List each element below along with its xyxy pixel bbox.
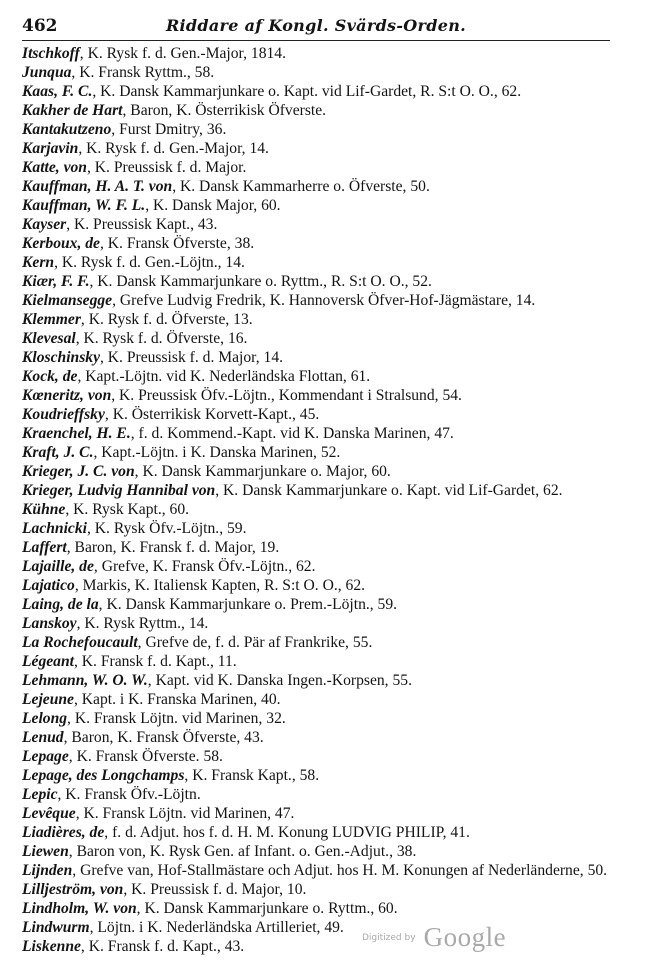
entry-description: K. Dansk Kammarjunkare o. Ryttm., 60. — [144, 900, 398, 917]
entry-name: Lehmann, W. O. W. — [22, 672, 148, 689]
list-item: Kraft, J. C., Kapt.-Löjtn. i K. Danska Marinen, 52. — [22, 444, 341, 461]
entry-description: K. Preussisk Kapt., 43. — [73, 216, 218, 233]
entry-description: K. Preussisk f. d. Major. — [94, 159, 247, 176]
entry-description: Baron, K. Österrikisk Öfverste. — [130, 102, 327, 119]
entry-name: Lilljeström, von — [22, 881, 124, 898]
entry-description: K. Dansk Kammarherre o. Öfverste, 50. — [180, 178, 430, 195]
digitized-by-google-watermark — [362, 922, 506, 953]
entry-description: K. Rysk Kapt., 60. — [73, 501, 190, 518]
entry-name: Laing, de la — [22, 596, 99, 613]
list-item: Lanskoy, K. Rysk Ryttm., 14. — [22, 615, 209, 632]
entry-name: Krieger, J. C. von — [22, 463, 135, 480]
list-item: Katte, von, K. Preussisk f. d. Major. — [22, 159, 247, 176]
entry-description: K. Rysk Öfv.-Löjtn., 59. — [94, 520, 247, 537]
entry-name: Kantakutzeno — [22, 121, 112, 138]
entry-description: K. Dansk Kammarjunkare o. Major, 60. — [142, 463, 391, 480]
entry-name: Junqua — [22, 64, 72, 81]
list-item: Kielmansegge, Grefve Ludvig Fredrik, K. Hannoversk Öfver-Hof-Jägmästare, 14. — [22, 292, 536, 309]
list-item: Kantakutzeno, Furst Dmitry, 36. — [22, 121, 227, 138]
entry-name: Lepage, des Longchamps — [22, 767, 185, 784]
entry-description: Baron von, K. Rysk Gen. af Infant. o. Gen.-Adjut., 38. — [76, 843, 417, 860]
entry-description: K. Fransk Löjtn. vid Marinen, 32. — [74, 710, 286, 727]
entry-description: Kapt.-Löjtn. vid K. Nederländska Flottan, 61. — [85, 368, 371, 385]
entry-name: Karjavin — [22, 140, 79, 157]
list-item: Krieger, Ludvig Hannibal von, K. Dansk Kammarjunkare o. Kapt. vid Lif-Gardet, 62. — [22, 482, 563, 499]
list-item: Klevesal, K. Rysk f. d. Öfverste, 16. — [22, 330, 248, 347]
entry-name: Levêque — [22, 805, 76, 822]
entry-description: K. Dansk Kammarjunkare o. Kapt. vid Lif-Gardet, 62. — [223, 482, 563, 499]
entry-description: K. Österrikisk Korvett-Kapt., 45. — [112, 406, 320, 423]
page-header — [22, 14, 610, 41]
entry-list — [22, 44, 614, 956]
entry-name: Liskenne — [22, 938, 81, 955]
entry-name: Kraenchel, H. E. — [22, 425, 131, 442]
entry-description: K. Fransk Öfverste. 58. — [76, 748, 223, 765]
entry-description: K. Dansk Major, 60. — [153, 197, 281, 214]
entry-description: K. Dansk Kammarjunkare o. Ryttm., R. S:t O. O., 52. — [97, 273, 432, 290]
entry-name: Kern — [22, 254, 55, 271]
list-item: Itschkoff, K. Rysk f. d. Gen.-Major, 1814. — [22, 45, 286, 62]
entry-description: K. Fransk Ryttm., 58. — [79, 64, 215, 81]
running-title: Riddare af Kongl. Svärds-Orden. — [165, 16, 467, 35]
list-item: Lajatico, Markis, K. Italiensk Kapten, R. S:t O. O., 62. — [22, 577, 366, 594]
entry-description: Markis, K. Italiensk Kapten, R. S:t O. O., 62. — [82, 577, 366, 594]
entry-description: K. Dansk Kammarjunkare o. Prem.-Löjtn., 59. — [106, 596, 398, 613]
entry-description: f. d. Kommend.-Kapt. vid K. Danska Marinen, 47. — [138, 425, 454, 442]
entry-name: Laffert — [22, 539, 67, 556]
list-item: Lindholm, W. von, K. Dansk Kammarjunkare o. Ryttm., 60. — [22, 900, 398, 917]
list-item: Lepage, K. Fransk Öfverste. 58. — [22, 748, 223, 765]
entry-description: K. Preussisk Öfv.-Löjtn., Kommendant i Stralsund, 54. — [119, 387, 462, 404]
entry-name: Kayser — [22, 216, 67, 233]
list-item: Lilljeström, von, K. Preussisk f. d. Major, 10. — [22, 881, 307, 898]
entry-name: Lanskoy — [22, 615, 77, 632]
entry-name: Klevesal — [22, 330, 76, 347]
entry-name: Liewen — [22, 843, 69, 860]
list-item: Lelong, K. Fransk Löjtn. vid Marinen, 32. — [22, 710, 286, 727]
entry-description: K. Fransk Öfv.-Löjtn. — [65, 786, 201, 803]
list-item: Levêque, K. Fransk Löjtn. vid Marinen, 47. — [22, 805, 295, 822]
entry-name: Lelong — [22, 710, 68, 727]
list-item: Karjavin, K. Rysk f. d. Gen.-Major, 14. — [22, 140, 269, 157]
entry-name: Kock, de — [22, 368, 78, 385]
entry-name: Lijnden — [22, 862, 73, 879]
list-item: Kaas, F. C., K. Dansk Kammarjunkare o. Kapt. vid Lif-Gardet, R. S:t O. O., 62. — [22, 83, 522, 100]
entry-description: Baron, K. Fransk f. d. Major, 19. — [74, 539, 280, 556]
entry-description: Grefve Ludvig Fredrik, K. Hannoversk Öfver-Hof-Jägmästare, 14. — [119, 292, 536, 309]
entry-name: Légeant — [22, 653, 74, 670]
entry-name: Kielmansegge — [22, 292, 113, 309]
list-item: Kakher de Hart, Baron, K. Österrikisk Öfverste. — [22, 102, 327, 119]
entry-description: Grefve van, Hof-Stallmästare och Adjut. hos H. M. Konungen af Nederländerne, 50. — [80, 862, 608, 879]
list-item: La Rochefoucault, Grefve de, f. d. Pär af Frankrike, 55. — [22, 634, 373, 651]
entry-description: K. Preussisk f. d. Major, 10. — [131, 881, 307, 898]
entry-description: Kapt. vid K. Danska Ingen.-Korpsen, 55. — [155, 672, 412, 689]
list-item: Lajaille, de, Grefve, K. Fransk Öfv.-Löjtn., 62. — [22, 558, 316, 575]
entry-name: Lenud — [22, 729, 64, 746]
list-item: Laing, de la, K. Dansk Kammarjunkare o. Prem.-Löjtn., 59. — [22, 596, 398, 613]
list-item: Lehmann, W. O. W., Kapt. vid K. Danska Ingen.-Korpsen, 55. — [22, 672, 412, 689]
google-logo: Google — [423, 922, 507, 952]
entry-name: Lachnicki — [22, 520, 87, 537]
entry-name: Koudrieffsky — [22, 406, 105, 423]
entry-description: K. Rysk f. d. Gen.-Löjtn., 14. — [61, 254, 245, 271]
list-item: Liadières, de, f. d. Adjut. hos f. d. H. M. Konung LUDVIG PHILIP, 41. — [22, 824, 470, 841]
entry-description: K. Dansk Kammarjunkare o. Kapt. vid Lif-Gardet, R. S:t O. O., 62. — [100, 83, 522, 100]
list-item: Kloschinsky, K. Preussisk f. d. Major, 14. — [22, 349, 284, 366]
list-item: Kock, de, Kapt.-Löjtn. vid K. Nederländska Flottan, 61. — [22, 368, 371, 385]
entry-name: Lepage — [22, 748, 69, 765]
entry-name: Klemmer — [22, 311, 81, 328]
list-item: Kauffman, H. A. T. von, K. Dansk Kammarherre o. Öfverste, 50. — [22, 178, 430, 195]
entry-description: Löjtn. i K. Nederländska Artilleriet, 49. — [97, 919, 344, 936]
list-item: Krieger, J. C. von, K. Dansk Kammarjunkare o. Major, 60. — [22, 463, 391, 480]
entry-name: Liadières, de — [22, 824, 105, 841]
list-item: Lejeune, Kapt. i K. Franska Marinen, 40. — [22, 691, 281, 708]
list-item: Laffert, Baron, K. Fransk f. d. Major, 19. — [22, 539, 280, 556]
entry-description: Grefve, K. Fransk Öfv.-Löjtn., 62. — [101, 558, 316, 575]
entry-description: K. Fransk Löjtn. vid Marinen, 47. — [83, 805, 295, 822]
entry-description: K. Fransk f. d. Kapt., 43. — [88, 938, 245, 955]
entry-name: Kakher de Hart — [22, 102, 123, 119]
entry-name: Lindholm, W. von — [22, 900, 137, 917]
list-item: Kraenchel, H. E., f. d. Kommend.-Kapt. vid K. Danska Marinen, 47. — [22, 425, 454, 442]
entry-description: K. Fransk f. d. Kapt., 11. — [81, 653, 237, 670]
entry-description: K. Preussisk f. d. Major, 14. — [107, 349, 284, 366]
list-item: Kern, K. Rysk f. d. Gen.-Löjtn., 14. — [22, 254, 245, 271]
entry-description: K. Rysk f. d. Gen.-Major, 14. — [86, 140, 269, 157]
list-item: Lijnden, Grefve van, Hof-Stallmästare och Adjut. hos H. M. Konungen af Nederländerne, 50. — [22, 862, 608, 879]
entry-name: Lejeune — [22, 691, 74, 708]
entry-name: Kauffman, H. A. T. von — [22, 178, 173, 195]
entry-name: Katte, von — [22, 159, 87, 176]
entry-description: Kapt. i K. Franska Marinen, 40. — [81, 691, 281, 708]
entry-description: K. Fransk Kapt., 58. — [192, 767, 320, 784]
list-item: Liewen, Baron von, K. Rysk Gen. af Infant. o. Gen.-Adjut., 38. — [22, 843, 417, 860]
entry-name: Lepic — [22, 786, 58, 803]
entry-name: Lajatico — [22, 577, 75, 594]
list-item: Kerboux, de, K. Fransk Öfverste, 38. — [22, 235, 255, 252]
list-item: Légeant, K. Fransk f. d. Kapt., 11. — [22, 653, 237, 670]
entry-name: Lajaille, de — [22, 558, 94, 575]
entry-name: Kœneritz, von — [22, 387, 112, 404]
entry-description: K. Rysk f. d. Öfverste, 13. — [88, 311, 253, 328]
entry-description: K. Rysk f. d. Öfverste, 16. — [83, 330, 248, 347]
entry-name: Kauffman, W. F. L. — [22, 197, 146, 214]
list-item: Lenud, Baron, K. Fransk Öfverste, 43. — [22, 729, 264, 746]
entry-name: Kerboux, de — [22, 235, 100, 252]
entry-name: Itschkoff — [22, 45, 80, 62]
entry-name: Krieger, Ludvig Hannibal von — [22, 482, 216, 499]
entry-description: f. d. Adjut. hos f. d. H. M. Konung LUDVIG PHILIP, 41. — [112, 824, 470, 841]
entry-description: Baron, K. Fransk Öfverste, 43. — [71, 729, 264, 746]
list-item: Lachnicki, K. Rysk Öfv.-Löjtn., 59. — [22, 520, 247, 537]
entry-description: K. Fransk Öfverste, 38. — [107, 235, 255, 252]
entry-description: Grefve de, f. d. Pär af Frankrike, 55. — [145, 634, 373, 651]
entry-description: Kapt.-Löjtn. i K. Danska Marinen, 52. — [101, 444, 341, 461]
list-item: Kœneritz, von, K. Preussisk Öfv.-Löjtn., Kommendant i Stralsund, 54. — [22, 387, 462, 404]
list-item: Kauffman, W. F. L., K. Dansk Major, 60. — [22, 197, 281, 214]
list-item: Lepic, K. Fransk Öfv.-Löjtn. — [22, 786, 201, 803]
list-item: Kayser, K. Preussisk Kapt., 43. — [22, 216, 218, 233]
list-item: Junqua, K. Fransk Ryttm., 58. — [22, 64, 215, 81]
entry-name: Kloschinsky — [22, 349, 100, 366]
list-item: Kühne, K. Rysk Kapt., 60. — [22, 501, 190, 518]
entry-name: Kühne — [22, 501, 66, 518]
entry-description: K. Rysk Ryttm., 14. — [84, 615, 209, 632]
entry-name: La Rochefoucault — [22, 634, 138, 651]
watermark-prefix: Digitized by — [362, 932, 416, 943]
list-item: Koudrieffsky, K. Österrikisk Korvett-Kapt., 45. — [22, 406, 320, 423]
list-item: Liskenne, K. Fransk f. d. Kapt., 43. — [22, 938, 245, 955]
entry-description: K. Rysk f. d. Gen.-Major, 1814. — [87, 45, 286, 62]
entry-name: Kaas, F. C. — [22, 83, 93, 100]
entry-name: Lindwurm — [22, 919, 90, 936]
entry-name: Kiær, F. F. — [22, 273, 90, 290]
list-item: Lindwurm, Löjtn. i K. Nederländska Artilleriet, 49. — [22, 919, 344, 936]
page-number: 462 — [22, 16, 58, 36]
entry-name: Kraft, J. C. — [22, 444, 94, 461]
list-item: Kiær, F. F., K. Dansk Kammarjunkare o. Ryttm., R. S:t O. O., 52. — [22, 273, 432, 290]
list-item: Klemmer, K. Rysk f. d. Öfverste, 13. — [22, 311, 253, 328]
list-item: Lepage, des Longchamps, K. Fransk Kapt., 58. — [22, 767, 320, 784]
entry-description: Furst Dmitry, 36. — [119, 121, 227, 138]
